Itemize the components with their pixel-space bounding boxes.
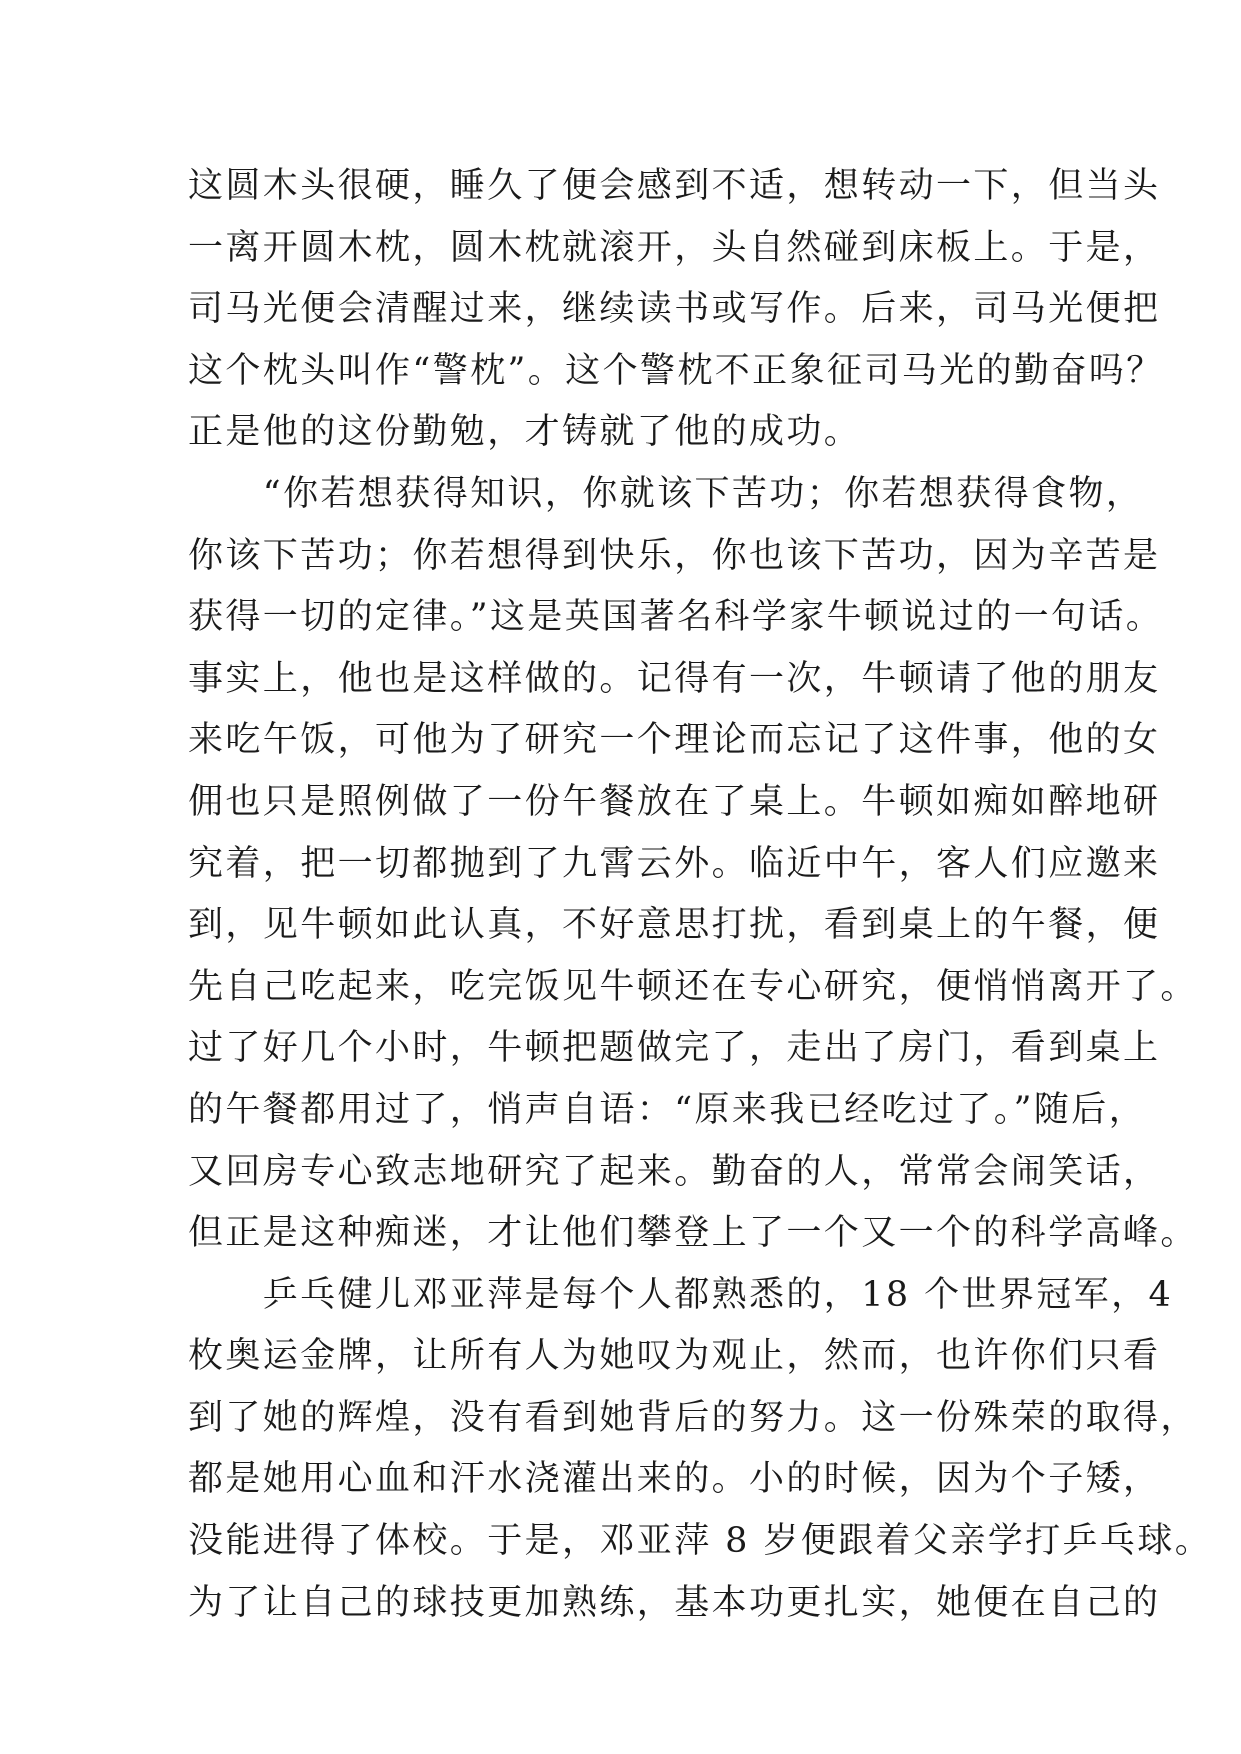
text-line: 来吃午饭，可他为了研究一个理论而忘记了这件事，他的女: [188, 720, 1161, 761]
text-line: 到，见牛顿如此认真，不好意思打扰，看到桌上的午餐，便: [188, 905, 1161, 946]
text-line: 佣也只是照例做了一份午餐放在了桌上。牛顿如痴如醉地研: [188, 781, 1161, 822]
text-line: 为了让自己的球技更加熟练，基本功更扎实，她便在自己的: [188, 1582, 1161, 1623]
body-text: [188, 156, 1213, 1634]
text-line: 枚奥运金牌，让所有人为她叹为观止，然而，也许你们只看: [188, 1336, 1161, 1377]
text-line: 先自己吃起来，吃完饭见牛顿还在专心研究，便悄悄离开了。: [188, 966, 1198, 1007]
text-line: 这圆木头很硬，睡久了便会感到不适，想转动一下，但当头: [188, 166, 1161, 206]
text-line: 事实上，他也是这样做的。记得有一次，牛顿请了他的朋友: [188, 658, 1161, 699]
text-line: 司马光便会清醒过来，继续读书或写作。后来，司马光便把: [188, 289, 1161, 330]
text-line: 这个枕头叫作“警枕”。这个警枕不正象征司马光的勤奋吗？: [188, 350, 1164, 391]
text-line: “你若想获得知识，你就该下苦功；你若想获得食物，: [188, 473, 1144, 514]
text-line: 过了好几个小时，牛顿把题做完了，走出了房门，看到桌上: [188, 1028, 1161, 1069]
text-line: 没能进得了体校。于是，邓亚萍 8 岁便跟着父亲学打乒乓球。: [188, 1521, 1213, 1562]
text-line: 一离开圆木枕，圆木枕就滚开，头自然碰到床板上。于是，: [188, 227, 1161, 268]
text-line: 都是她用心血和汗水浇灌出来的。小的时候，因为个子矮，: [188, 1459, 1161, 1500]
text-line: 乒乓健儿邓亚萍是每个人都熟悉的，18 个世界冠军，4: [188, 1274, 1174, 1315]
text-line: 获得一切的定律。”这是英国著名科学家牛顿说过的一句话。: [188, 597, 1164, 638]
text-line: 但正是这种痴迷，才让他们攀登上了一个又一个的科学高峰。: [188, 1213, 1198, 1254]
text-line: 到了她的辉煌，没有看到她背后的努力。这一份殊荣的取得，: [188, 1397, 1198, 1438]
text-line: 究着，把一切都抛到了九霄云外。临近中午，客人们应邀来: [188, 843, 1161, 884]
text-line: 又回房专心致志地研究了起来。勤奋的人，常常会闹笑话，: [188, 1151, 1161, 1192]
text-line: 你该下苦功；你若想得到快乐，你也该下苦功，因为辛苦是: [188, 535, 1161, 576]
text-line: 的午餐都用过了，悄声自语：“原来我已经吃过了。”随后，: [188, 1089, 1147, 1130]
text-line: 正是他的这份勤勉，才铸就了他的成功。: [188, 412, 862, 453]
